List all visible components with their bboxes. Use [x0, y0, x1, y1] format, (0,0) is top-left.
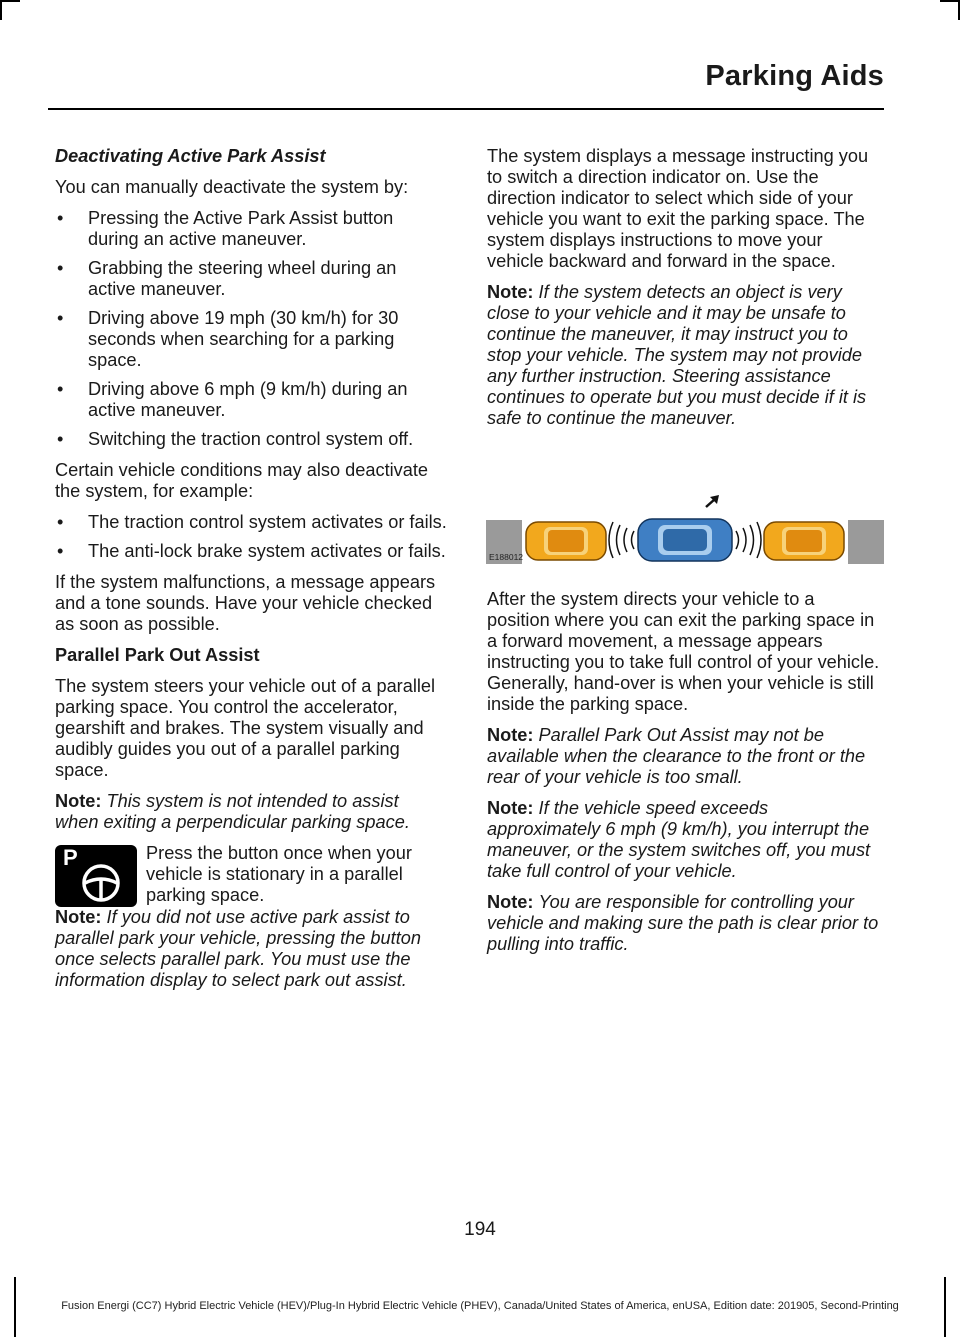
list-item: • Pressing the Active Park Assist button during an active maneuver.	[55, 208, 447, 250]
note-text: This system is not intended to assist when exiting a perpendicular parking space.	[55, 791, 410, 832]
park-button-instruction	[55, 843, 447, 907]
note-text: If the system detects an object is very close to your vehicle and it may be unsafe to continue the maneuver, it may instruct you to stop your vehicle. The system may not provide any further instruction. Steering assistance continues to operate but you must decide if it is safe to continue the maneuver.	[487, 282, 867, 428]
list-item: • Grabbing the steering wheel during an active maneuver.	[55, 258, 447, 300]
list-item: • Driving above 6 mph (9 km/h) during an active maneuver.	[55, 379, 447, 421]
page-header	[48, 60, 884, 110]
after-text: After the system directs your vehicle to a position where you can exit the parking space in a forward movement, a message appears instructing you to take full control of your vehicle. Generally, hand-over is when your vehicle is still inside the parking space.	[487, 589, 880, 714]
crop-mark	[0, 0, 2, 20]
page-title: Parking Aids	[705, 60, 884, 92]
page-number: 194	[464, 1219, 496, 1240]
note-text: If you did not use active park assist to parallel park your vehicle, pressing the button once selects parallel park. You must use the information display to select park out assist.	[55, 907, 421, 990]
steering-wheel-icon	[81, 863, 121, 903]
deactivate-intro: You can manually deactivate the system by:	[55, 177, 409, 197]
note-label: Note:	[487, 725, 534, 745]
list-item: • The traction control system activates or fails.	[55, 512, 447, 533]
note-label: Note:	[487, 282, 534, 302]
note	[487, 725, 882, 788]
malfunction-text: If the system malfunctions, a message appears and a tone sounds. Have your vehicle checked as soon as possible.	[55, 572, 436, 634]
manual-deactivation-list	[55, 208, 447, 450]
note-text: You are responsible for controlling your vehicle and making sure the path is clear prior to pulling into traffic.	[487, 892, 879, 954]
conditions-intro: Certain vehicle conditions may also deactivate the system, for example:	[55, 460, 429, 501]
note	[55, 791, 447, 833]
park-out-diagram	[486, 495, 884, 571]
own-car	[638, 519, 732, 561]
note-label: Note:	[55, 791, 102, 811]
park-icon-letter: P	[63, 845, 78, 870]
crop-mark	[0, 0, 20, 2]
curb-right	[848, 520, 884, 564]
condition-list	[55, 512, 447, 562]
exit-arrow-icon	[706, 495, 719, 507]
ppoa-intro: The system steers your vehicle out of a parallel parking space. You control the accelerator, gearshift and brakes. The system visually and audibly guides you out of a parallel parking space.	[55, 676, 436, 780]
ppoa-heading: Parallel Park Out Assist	[55, 645, 260, 665]
note	[487, 892, 882, 955]
list-item: • Switching the traction control system off.	[55, 429, 447, 450]
note-text: Parallel Park Out Assist may not be available when the clearance to the front or the rear of your vehicle is too small.	[487, 725, 866, 787]
note-label: Note:	[55, 907, 102, 927]
footer-text: Fusion Energi (CC7) Hybrid Electric Vehicle (HEV)/Plug-In Hybrid Electric Vehicle (PHEV), Canada/United States of America, enUSA, Edition date: 201905, Second-Printing	[61, 1300, 899, 1312]
note-text: If the vehicle speed exceeds approximately 6 mph (9 km/h), you interrupt the maneuver, or the system switches off, you must take full control of your vehicle.	[487, 798, 871, 881]
list-item: • The anti-lock brake system activates or fails.	[55, 541, 447, 562]
crop-mark	[940, 0, 960, 2]
figure-code: E188012	[489, 552, 524, 562]
note	[55, 907, 447, 991]
note-label: Note:	[487, 892, 534, 912]
right-column	[487, 146, 882, 965]
list-item: • Driving above 19 mph (30 km/h) for 30 seconds when searching for a parking space.	[55, 308, 447, 371]
park-assist-button-icon	[55, 845, 137, 907]
intro-text: The system displays a message instructing you to switch a direction indicator on. Use the direction indicator to select which side of your vehicle you want to exit the parking space. The system displays instructions to move your vehicle backward and forward in the space.	[487, 146, 869, 271]
note	[487, 798, 882, 882]
left-column	[55, 146, 447, 1001]
park-out-illustration	[486, 495, 884, 571]
front-parked-car	[764, 522, 844, 560]
rear-parked-car	[526, 522, 606, 560]
note-label: Note:	[487, 798, 534, 818]
note	[487, 282, 882, 429]
button-text: Press the button once when your vehicle is stationary in a parallel parking space.	[146, 843, 412, 905]
deactivate-heading: Deactivating Active Park Assist	[55, 146, 326, 166]
